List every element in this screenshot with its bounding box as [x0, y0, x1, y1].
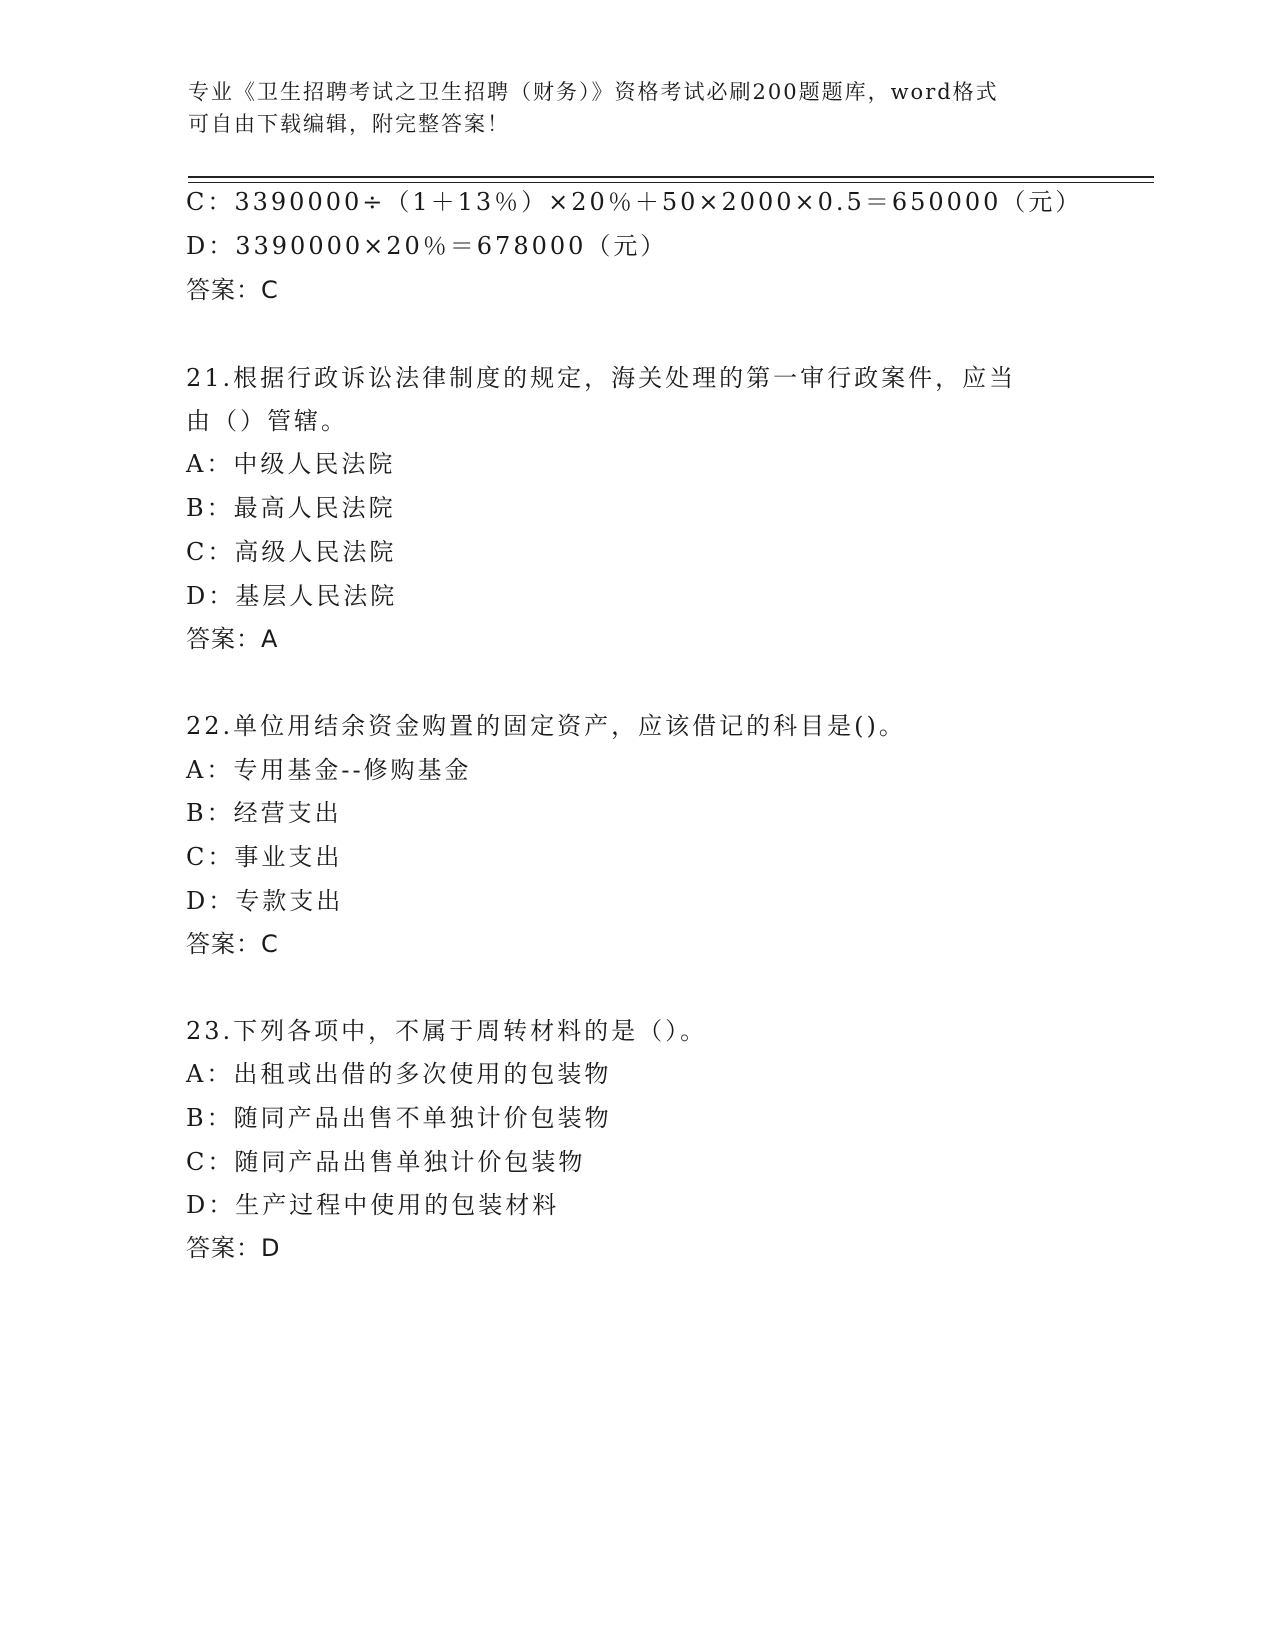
q23-option-d: D：生产过程中使用的包装材料 — [186, 1191, 560, 1219]
document-header — [188, 76, 1088, 140]
header-rule-thick — [188, 176, 1154, 178]
q23-option-c: C：随同产品出售单独计价包装物 — [186, 1148, 586, 1176]
q21-stem-line-1: 21.根据行政诉讼法律制度的规定，海关处理的第一审行政案件，应当 — [186, 364, 1017, 392]
header-line-2: 可自由下载编辑，附完整答案！ — [188, 112, 510, 136]
q21-option-a: A：中级人民法院 — [186, 450, 396, 478]
q21-answer: 答案：A — [186, 625, 279, 653]
q23-answer: 答案：D — [186, 1234, 281, 1262]
q22-option-c: C：事业支出 — [186, 843, 343, 871]
header-rule-thin — [188, 182, 1154, 183]
q21-option-c: C：高级人民法院 — [186, 538, 397, 566]
q22-stem-line-1: 22.单位用结余资金购置的固定资产，应该借记的科目是()。 — [186, 712, 906, 740]
prev-answer: 答案：C — [186, 276, 279, 304]
header-line-1: 专业《卫生招聘考试之卫生招聘（财务）》资格考试必刷200题题库，word格式 — [188, 80, 999, 104]
q22-answer: 答案：C — [186, 930, 279, 958]
q23-stem-line-1: 23.下列各项中，不属于周转材料的是（）。 — [186, 1017, 708, 1045]
q21-option-d: D：基层人民法院 — [186, 582, 398, 610]
q23-option-b: B：随同产品出售不单独计价包装物 — [186, 1104, 612, 1132]
q22-option-b: B：经营支出 — [186, 799, 342, 827]
q22-option-d: D：专款支出 — [186, 887, 344, 915]
q21-option-b: B：最高人民法院 — [186, 494, 396, 522]
q23-option-a: A：出租或出借的多次使用的包装物 — [186, 1060, 612, 1088]
prev-option-c: C：3390000÷（1＋13％）×20％＋50×2000×0.5＝650000（元） — [186, 188, 1083, 216]
prev-option-d: D：3390000×20％＝678000（元） — [186, 232, 668, 260]
q21-stem-line-2: 由（）管辖。 — [186, 407, 348, 435]
q22-option-a: A：专用基金--修购基金 — [186, 756, 472, 784]
